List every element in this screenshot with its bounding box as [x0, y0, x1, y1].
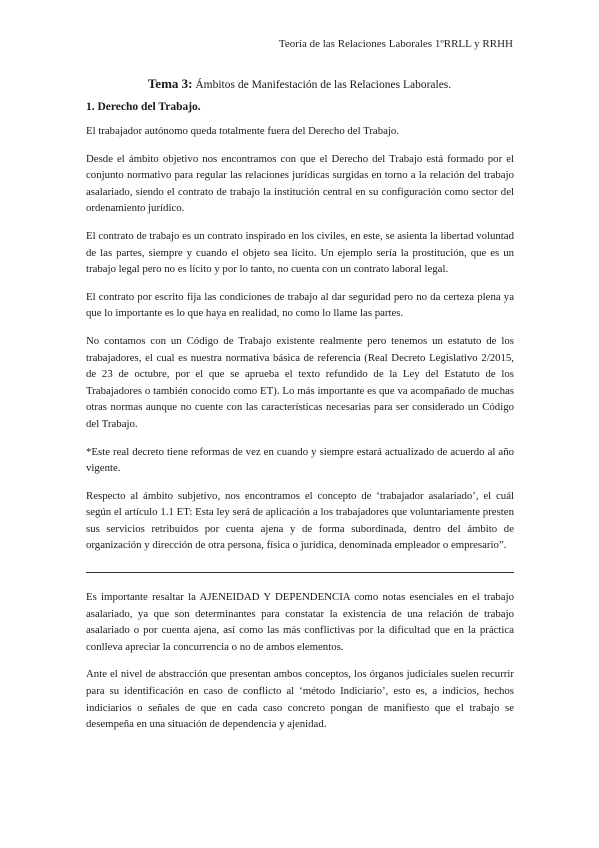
horizontal-rule	[86, 572, 514, 573]
paragraph: Respecto al ámbito subjetivo, nos encontramos el concepto de ‘trabajador asalariado’, el cuál según el artículo 1.1 ET: Esta ley será de aplicación a los trabajadores que voluntariamente presten sus servicios retribuidos por cuenta ajena y de forma subordinada, dentro del ámbito de organización y dirección de otra persona, física o jurídica, denominada empleador o empresario”.	[86, 489, 514, 552]
paragraph: Desde el ámbito objetivo nos encontramos con que el Derecho del Trabajo está formado por el conjunto normativo para regular las relaciones jurídicas surgidas en torno a la relación del trabajo asalariado, siendo el contrato de trabajo la institución central en su configuración como sector del ordenamiento jurídico.	[86, 152, 514, 215]
paragraph: Ante el nivel de abstracción que presentan ambos conceptos, los órganos judiciales suelen recurrir para su identificación en caso de conflicto al ‘método Indiciario’, esto es, a indicios, hechos indiciarios o señales de que en cada caso concreto pongan de manifiesto que el trabajo se desempeña en una situación de dependencia y ajenidad.	[86, 668, 514, 731]
page-title	[0, 76, 599, 92]
paragraph: *Este real decreto tiene reformas de vez en cuando y siempre estará actualizado de acuerdo al año vigente.	[86, 445, 514, 475]
paragraph: Es importante resaltar la AJENEIDAD Y DEPENDENCIA como notas esenciales en el trabajo asalariado, ya que son determinantes para constatar la existencia de una relación de trabajo asalariado o por cuenta ajena, así como las más conflictivas por la dificultad que en la práctica conlleva apreciar la concurrencia o no de ambos elementos.	[86, 591, 514, 653]
paragraph: No contamos con un Código de Trabajo existente realmente pero tenemos un estatuto de los trabajadores, el cual es nuestra normativa básica de referencia (Real Decreto Legislativo 2/2015, de 23 de octubre, por el que se aprueba el texto refundido de la Ley del Estatuto de los Trabajadores o también conocido como ET). Lo más importante es que va acompañado de muchas otras normas aunque no cuente con las características necesarias para ser considerado un Código del Trabajo.	[86, 334, 514, 430]
section-heading: 1. Derecho del Trabajo.	[86, 101, 201, 113]
paragraph: El contrato de trabajo es un contrato inspirado en los civiles, en este, se asienta la libertad voluntad de las partes, siempre y cuando el objeto sea lícito. Un ejemplo sería la prostitución, que es un trabajo legal pero no es lícito y por lo tanto, no cuenta con un contrato laboral legal.	[86, 229, 514, 276]
title-label: Tema 3:	[147, 76, 193, 91]
title-text: Ámbitos de Manifestación de las Relaciones Laborales.	[195, 79, 452, 91]
paragraph: El contrato por escrito fija las condiciones de trabajo al dar seguridad pero no da certeza plena ya que lo importante es lo que haya en realidad, no como lo llame las partes.	[86, 290, 514, 320]
running-header: Teoría de las Relaciones Laborales 1ºRRLL y RRHH	[278, 38, 513, 50]
document-body	[86, 101, 514, 744]
paragraph: El trabajador autónomo queda totalmente fuera del Derecho del Trabajo.	[86, 125, 399, 137]
